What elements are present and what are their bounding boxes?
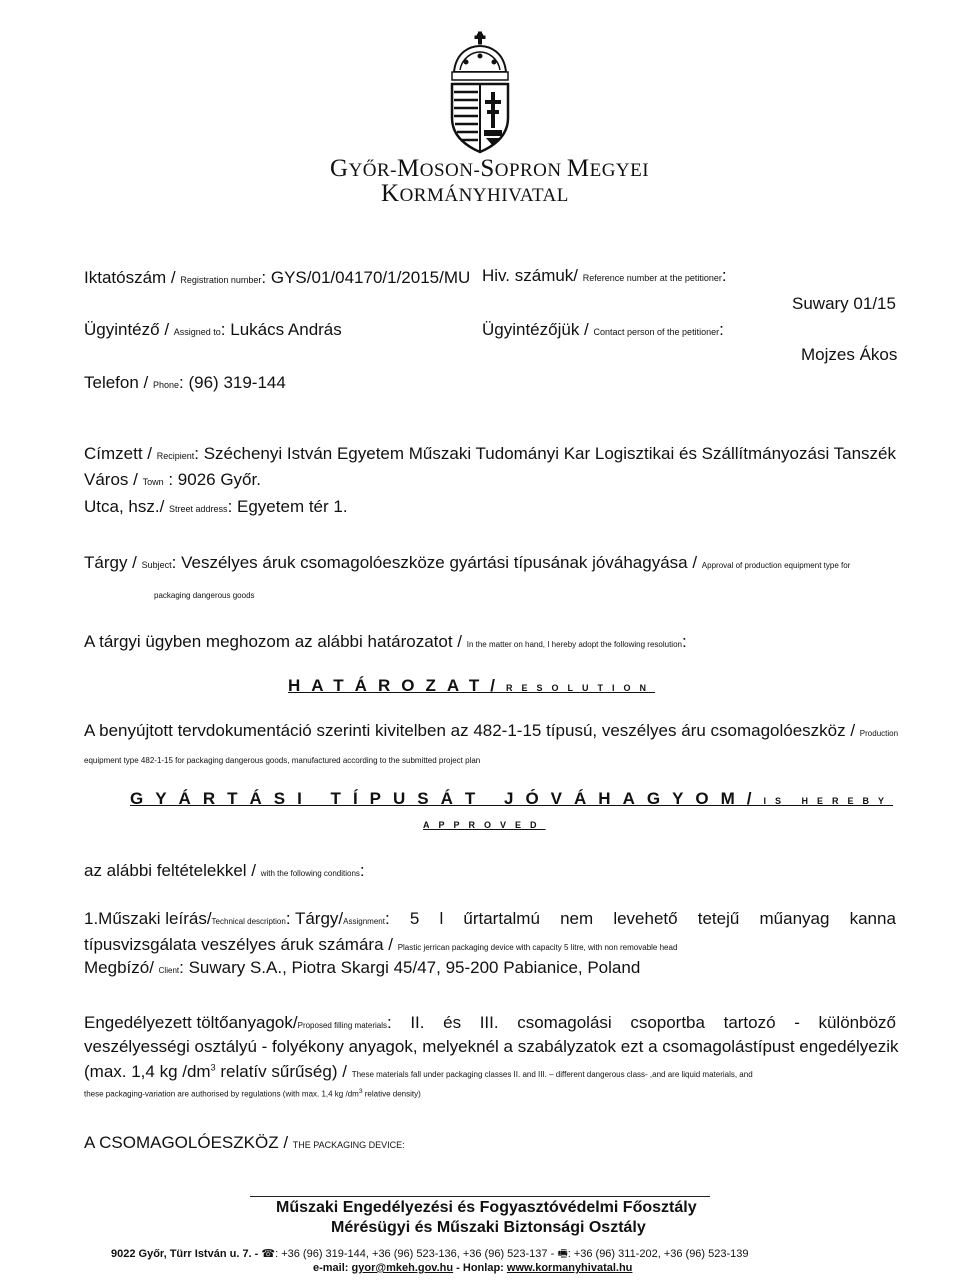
item1-technical-description: 1.Műszaki leírás/Technical description: Tárgy/Assignment: [84, 909, 390, 928]
item1-client: Megbízó/ Client: Suwary S.A., Piotra Skargi 45/47, 95-200 Pabianice, Poland [84, 958, 641, 977]
filling-word: különböző [818, 1013, 896, 1032]
filling-word: - [794, 1013, 800, 1032]
footer-division: Mérésügyi és Műszaki Biztonsági Osztály [331, 1219, 646, 1236]
subject-line: Tárgy / Subject: Veszélyes áruk csomagolóeszköze gyártási típusának jóváhagyása / Approval of production equipment type for [84, 553, 851, 572]
reference-number-value: Suwary 01/15 [792, 294, 896, 313]
contact-person-label: Ügyintézőjük / Contact person of the petitioner: [482, 320, 724, 339]
phone: Telefon / Phone: (96) 319-144 [84, 373, 286, 392]
item1-word: kanna [849, 909, 896, 928]
phone-icon: ☎ [261, 1248, 276, 1260]
filling-word: III. [479, 1013, 499, 1032]
registration-number: Iktatószám / Registration number: GYS/01/04170/1/2015/MU [84, 268, 471, 287]
email-link[interactable]: gyor@mkeh.gov.hu [351, 1262, 454, 1274]
footer-contact: 9022 Győr, Türr István u. 7. - ☎: +36 (96) 319-144, +36 (96) 523-136, +36 (96) 523-137 - 🖷: +36 (96) 311-202, +36 (96) 523-139 [111, 1248, 749, 1260]
item1-line2: típusvizsgálata veszélyes áruk számára / Plastic jerrican packaging device with capacity 5 litre, with non removable head [84, 935, 678, 954]
conditions-intro: az alábbi feltételekkel / with the following conditions: [84, 861, 365, 880]
filling-word: és [443, 1013, 462, 1032]
footer-web: e-mail: gyor@mkeh.gov.hu - Honlap: www.kormanyhivatal.hu [313, 1262, 633, 1274]
recipient: Címzett / Recipient: Széchenyi István Egyetem Műszaki Tudományi Kar Logisztikai és Szállítmányozási Tanszék [84, 444, 896, 463]
recipient-town: Város / Town : 9026 Győr. [84, 470, 261, 489]
subject-english-cont: packaging dangerous goods [154, 591, 255, 600]
reference-number-label: Hiv. számuk/ Reference number at the petitioner: [482, 266, 727, 285]
footer-divider [250, 1196, 710, 1197]
item1-word: 5 [409, 909, 420, 928]
approved-heading: GYÁRTÁSI TÍPUSÁT JÓVÁHAGYOM/IS HEREBY [130, 789, 894, 808]
filling-label: Engedélyezett töltőanyagok/Proposed filling materials: [84, 1013, 392, 1032]
hungarian-coat-of-arms-icon [440, 30, 520, 156]
filling-word: II. [410, 1013, 425, 1032]
website-link[interactable]: www.kormanyhivatal.hu [506, 1262, 633, 1274]
approved-heading-english: APPROVED [423, 820, 546, 830]
recipient-street: Utca, hsz./ Street address: Egyetem tér 1. [84, 497, 348, 516]
item1-word: űrtartalmú [463, 909, 540, 928]
item1-word: tetejű [697, 909, 740, 928]
filling-line3: (max. 1,4 kg $/dm^3$ relatív sűrűség) / These materials fall under packaging classes II. and III. – different dangerous class- ,and are liquid materials, and [84, 1062, 753, 1081]
filling-line1 [84, 1013, 896, 1033]
fax-icon: 🖷 [557, 1248, 568, 1260]
contact-person-value: Mojzes Ákos [801, 345, 898, 364]
packaging-device-heading: A CSOMAGOLÓESZKÖZ / THE PACKAGING DEVICE: [84, 1133, 405, 1152]
body-paragraph-1: A benyújtott tervdokumentáció szerinti kivitelben az 482-1-15 típusú, veszélyes áru csomagolóeszköz / Production [84, 721, 899, 740]
intro-sentence: A tárgyi ügyben meghozom az alábbi határozatot / In the matter on hand, I hereby adopt the following resolution: [84, 632, 687, 651]
item1-line [84, 909, 896, 929]
filling-line2: veszélyességi osztályú - folyékony anyagok, melyeknél a szabályzatok ezt a csomagolástípust engedélyezik [84, 1037, 899, 1056]
item1-word: nem [560, 909, 594, 928]
filling-line4: these packaging-variation are authorised by regulations (with max. 1,4 kg $/dm^3$ relative density) [84, 1088, 421, 1099]
filling-word: csoportba [630, 1013, 705, 1032]
item1-word: l [439, 909, 444, 928]
footer-department: Műszaki Engedélyezési és Fogyasztóvédelmi Főosztály [276, 1199, 697, 1216]
resolution-heading: HATÁROZAT/RESOLUTION [288, 676, 655, 695]
item1-word: levehető [613, 909, 678, 928]
office-name-line1: GYŐR-MOSON-SOPRON MEGYEI [330, 155, 650, 182]
assigned-to: Ügyintéző / Assigned to: Lukács András [84, 320, 342, 339]
item1-word: műanyag [759, 909, 830, 928]
filling-word: tartozó [723, 1013, 776, 1032]
body-paragraph-1-english: equipment type 482-1-15 for packaging dangerous goods, manufactured according to the submitted project plan [84, 756, 481, 765]
office-name-line2: KORMÁNYHIVATAL [381, 180, 569, 207]
filling-word: csomagolási [517, 1013, 612, 1032]
